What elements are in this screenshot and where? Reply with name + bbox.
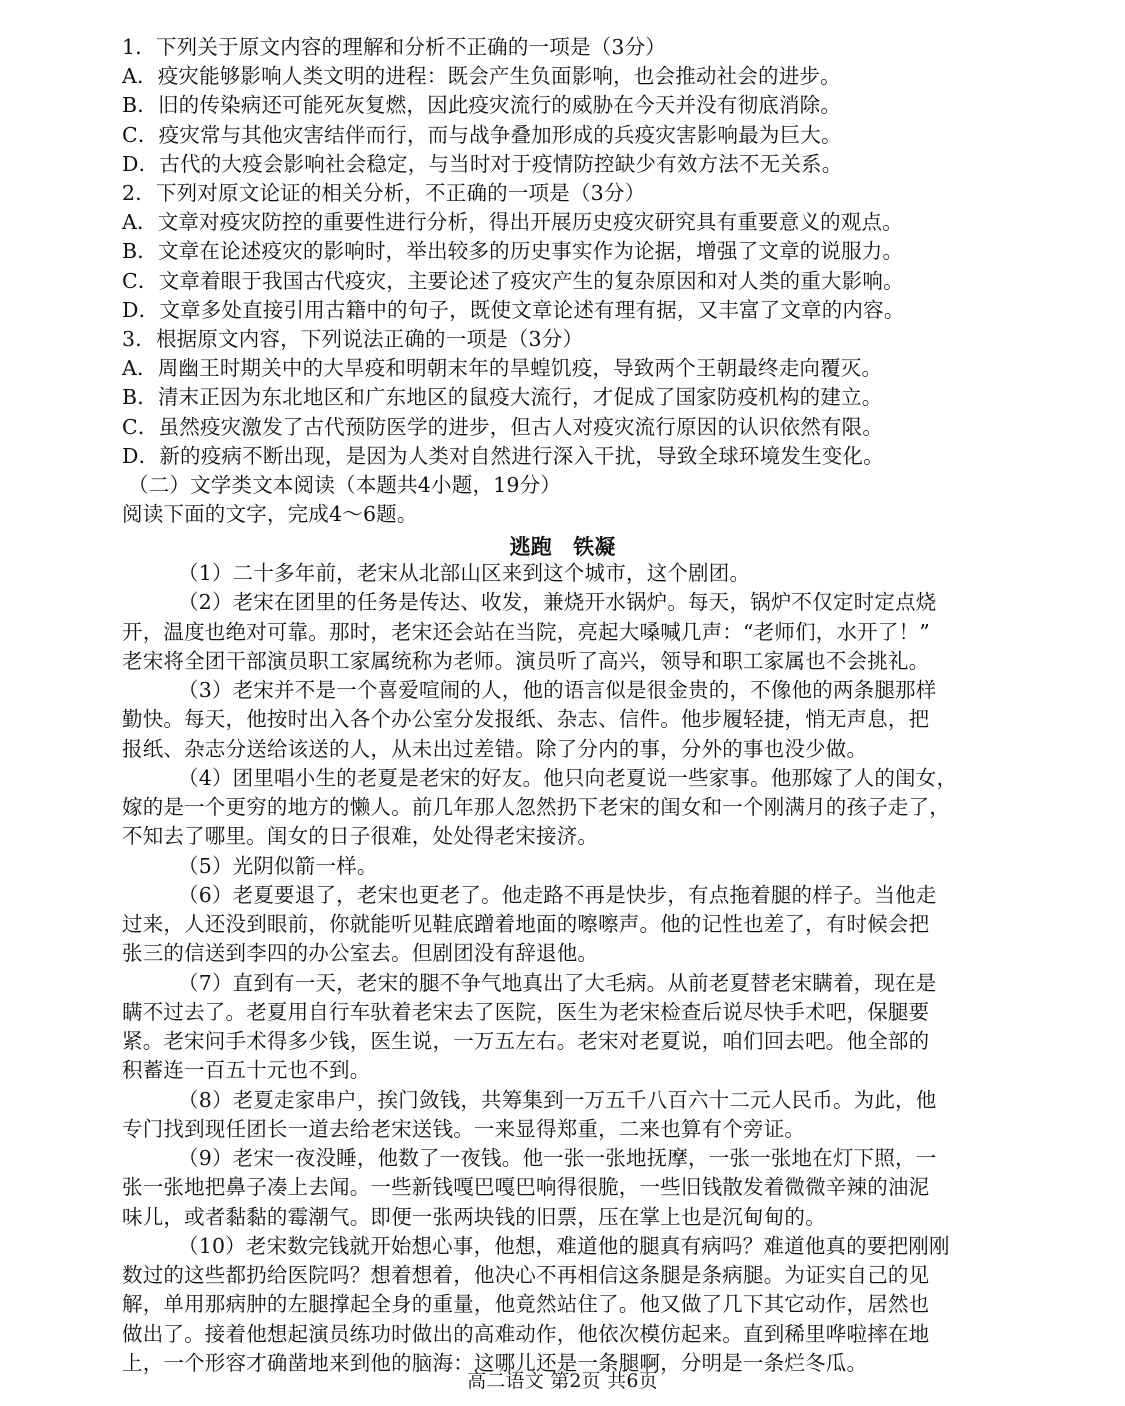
text-line: A．周幽王时期关中的大旱疫和明朝末年的旱蝗饥疫，导致两个王朝最终走向覆灭。 (122, 356, 883, 381)
story-line: 专门找到现任团长一道去给老宋送钱。一来显得郑重，二来也算有个旁证。 (122, 1116, 806, 1141)
story-line: （8）老夏走家串户，挨门敛钱，共筹集到一万五千八百六十二元人民币。为此，他 (178, 1087, 937, 1112)
story-line: （7）直到有一天，老宋的腿不争气地真出了大毛病。从前老夏替老宋瞒着，现在是 (178, 970, 937, 995)
story-line: （2）老宋在团里的任务是传达、收发，兼烧开水锅炉。每天，锅炉不仅定时定点烧 (178, 590, 937, 615)
story-line: 张一张地把鼻子凑上去闻。一些新钱嘎巴嘎巴响得很脆，一些旧钱散发着微微辛辣的油泥 (122, 1175, 930, 1200)
story-line: 数过的这些都扔给医院吗？想着想着，他决心不再相信这条腿是条病腿。为证实自己的见 (122, 1263, 930, 1287)
text-line: D．文章多处直接引用古籍中的句子，既使文章论述有理有据，又丰富了文章的内容。 (122, 297, 905, 322)
story-line: （9）老宋一夜没睡，他数了一夜钱。他一张一张地抚摩，一张一张地在灯下照，一 (178, 1146, 937, 1170)
text-line: C．虽然疫灾激发了古代预防医学的进步，但古人对疫灾流行原因的认识依然有限。 (122, 414, 884, 439)
story-line: （3）老宋并不是一个喜爱喧闹的人，他的语言似是很金贵的，不像他的两条腿那样 (178, 678, 937, 702)
text-line: A．文章对疫灾防控的重要性进行分析，得出开展历史疫灾研究具有重要意义的观点。 (122, 210, 903, 235)
text-line: B．文章在论述疫灾的影响时，举出较多的历史事实作为论据，增强了文章的说服力。 (122, 239, 904, 264)
story-line: 做出了。接着他想起演员练功时做出的高难动作，他依次模仿起来。直到稀里哗啦摔在地 (122, 1321, 930, 1346)
story-title: 逃跑 铁凝 (509, 534, 616, 559)
story-line: 报纸、杂志分送给该送的人，从未出过差错。除了分内的事，分外的事也没少做。 (122, 736, 868, 761)
text-line: 2．下列对原文论证的相关分析，不正确的一项是（3分） (122, 181, 646, 205)
story-line: 开，温度也绝对可靠。那时，老宋还会站在当院，亮起大嗓喊几声：“老师们，水开了！” (122, 619, 930, 644)
story-line: （10）老宋数完钱就开始想心事，他想，难道他的腿真有病吗？难道他真的要把刚刚 (178, 1233, 950, 1258)
text-line: C．文章着眼于我国古代疫灾，主要论述了疫灾产生的复杂原因和对人类的重大影响。 (122, 268, 904, 293)
story-line: 勤快。每天，他按时出入各个办公室分发报纸、杂志、信件。他步履轻捷，悄无声息，把 (122, 707, 930, 732)
text-line: A．疫灾能够影响人类文明的进程：既会产生负面影响，也会推动社会的进步。 (122, 64, 841, 89)
story-line: 老宋将全团干部演员职工家属统称为老师。演员听了高兴，领导和职工家属也不会挑礼。 (122, 648, 930, 673)
story-line: （5）光阴似箭一样。 (178, 853, 378, 878)
story-line: 积蓄连一百五十元也不到。 (122, 1058, 371, 1083)
text-line: C．疫灾常与其他灾害结伴而行，而与战争叠加形成的兵疫灾害影响最为巨大。 (122, 122, 842, 147)
text-line: 3．根据原文内容，下列说法正确的一项是（3分） (122, 327, 584, 351)
story-line: 不知去了哪里。闺女的日子很难，处处得老宋接济。 (122, 824, 599, 849)
story-line: 解，单用那病肿的左腿撑起全身的重量，他竟然站住了。他又做了几下其它动作，居然也 (122, 1292, 930, 1317)
story-line: 上，一个形容才确凿地来到他的脑海：这哪儿还是一条腿啊，分明是一条烂冬瓜。 (122, 1350, 868, 1375)
story-line: 张三的信送到李四的办公室去。但剧团没有辞退他。 (122, 941, 599, 966)
story-line: （6）老夏要退了，老宋也更老了。他走路不再是快步，有点拖着腿的样子。当他走 (178, 882, 937, 907)
text-line: 1．下列关于原文内容的理解和分析不正确的一项是（3分） (122, 35, 666, 59)
text-line: B．清末正因为东北地区和广东地区的鼠疫大流行，才促成了国家防疫机构的建立。 (122, 385, 883, 410)
story-line: （4）团里唱小生的老夏是老宋的好友。他只向老夏说一些家事。他那嫁了人的闺女， (178, 765, 958, 790)
text-line: D．古代的大疫会影响社会稳定，与当时对于疫情防控缺少有效方法不无关系。 (122, 151, 843, 176)
page-footer: 高二语文 第2页 共6页 (467, 1370, 658, 1392)
story-line: 紧。老宋问手术得多少钱，医生说，一万五左右。老宋对老夏说，咱们回去吧。他全部的 (122, 1029, 930, 1053)
story-line: 味儿，或者黏黏的霉潮气。即便一张两块钱的旧票，压在掌上也是沉甸甸的。 (122, 1204, 826, 1229)
story-line: 瞒不过去了。老夏用自行车驮着老宋去了医院，医生为老宋检查后说尽快手术吧，保腿要 (122, 999, 930, 1024)
story-line: 嫁的是一个更穷的地方的懒人。前几年那人忽然扔下老宋的闺女和一个刚满月的孩子走了， (122, 795, 950, 819)
text-line: B．旧的传染病还可能死灰复燃，因此疫灾流行的威胁在今天并没有彻底消除。 (122, 93, 842, 118)
text-line: D．新的疫病不断出现，是因为人类对自然进行深入干扰，导致全球环境发生变化。 (122, 443, 884, 468)
story-line: 过来，人还没到眼前，你就能听见鞋底蹭着地面的嚓嚓声。他的记性也差了，有时候会把 (122, 912, 930, 936)
story-line: （1）二十多年前，老宋从北部山区来到这个城市，这个剧团。 (178, 561, 751, 585)
text-line: 阅读下面的文字，完成4～6题。 (122, 502, 418, 527)
text-line: （二）文学类文本阅读（本题共4小题，19分） (128, 473, 562, 497)
